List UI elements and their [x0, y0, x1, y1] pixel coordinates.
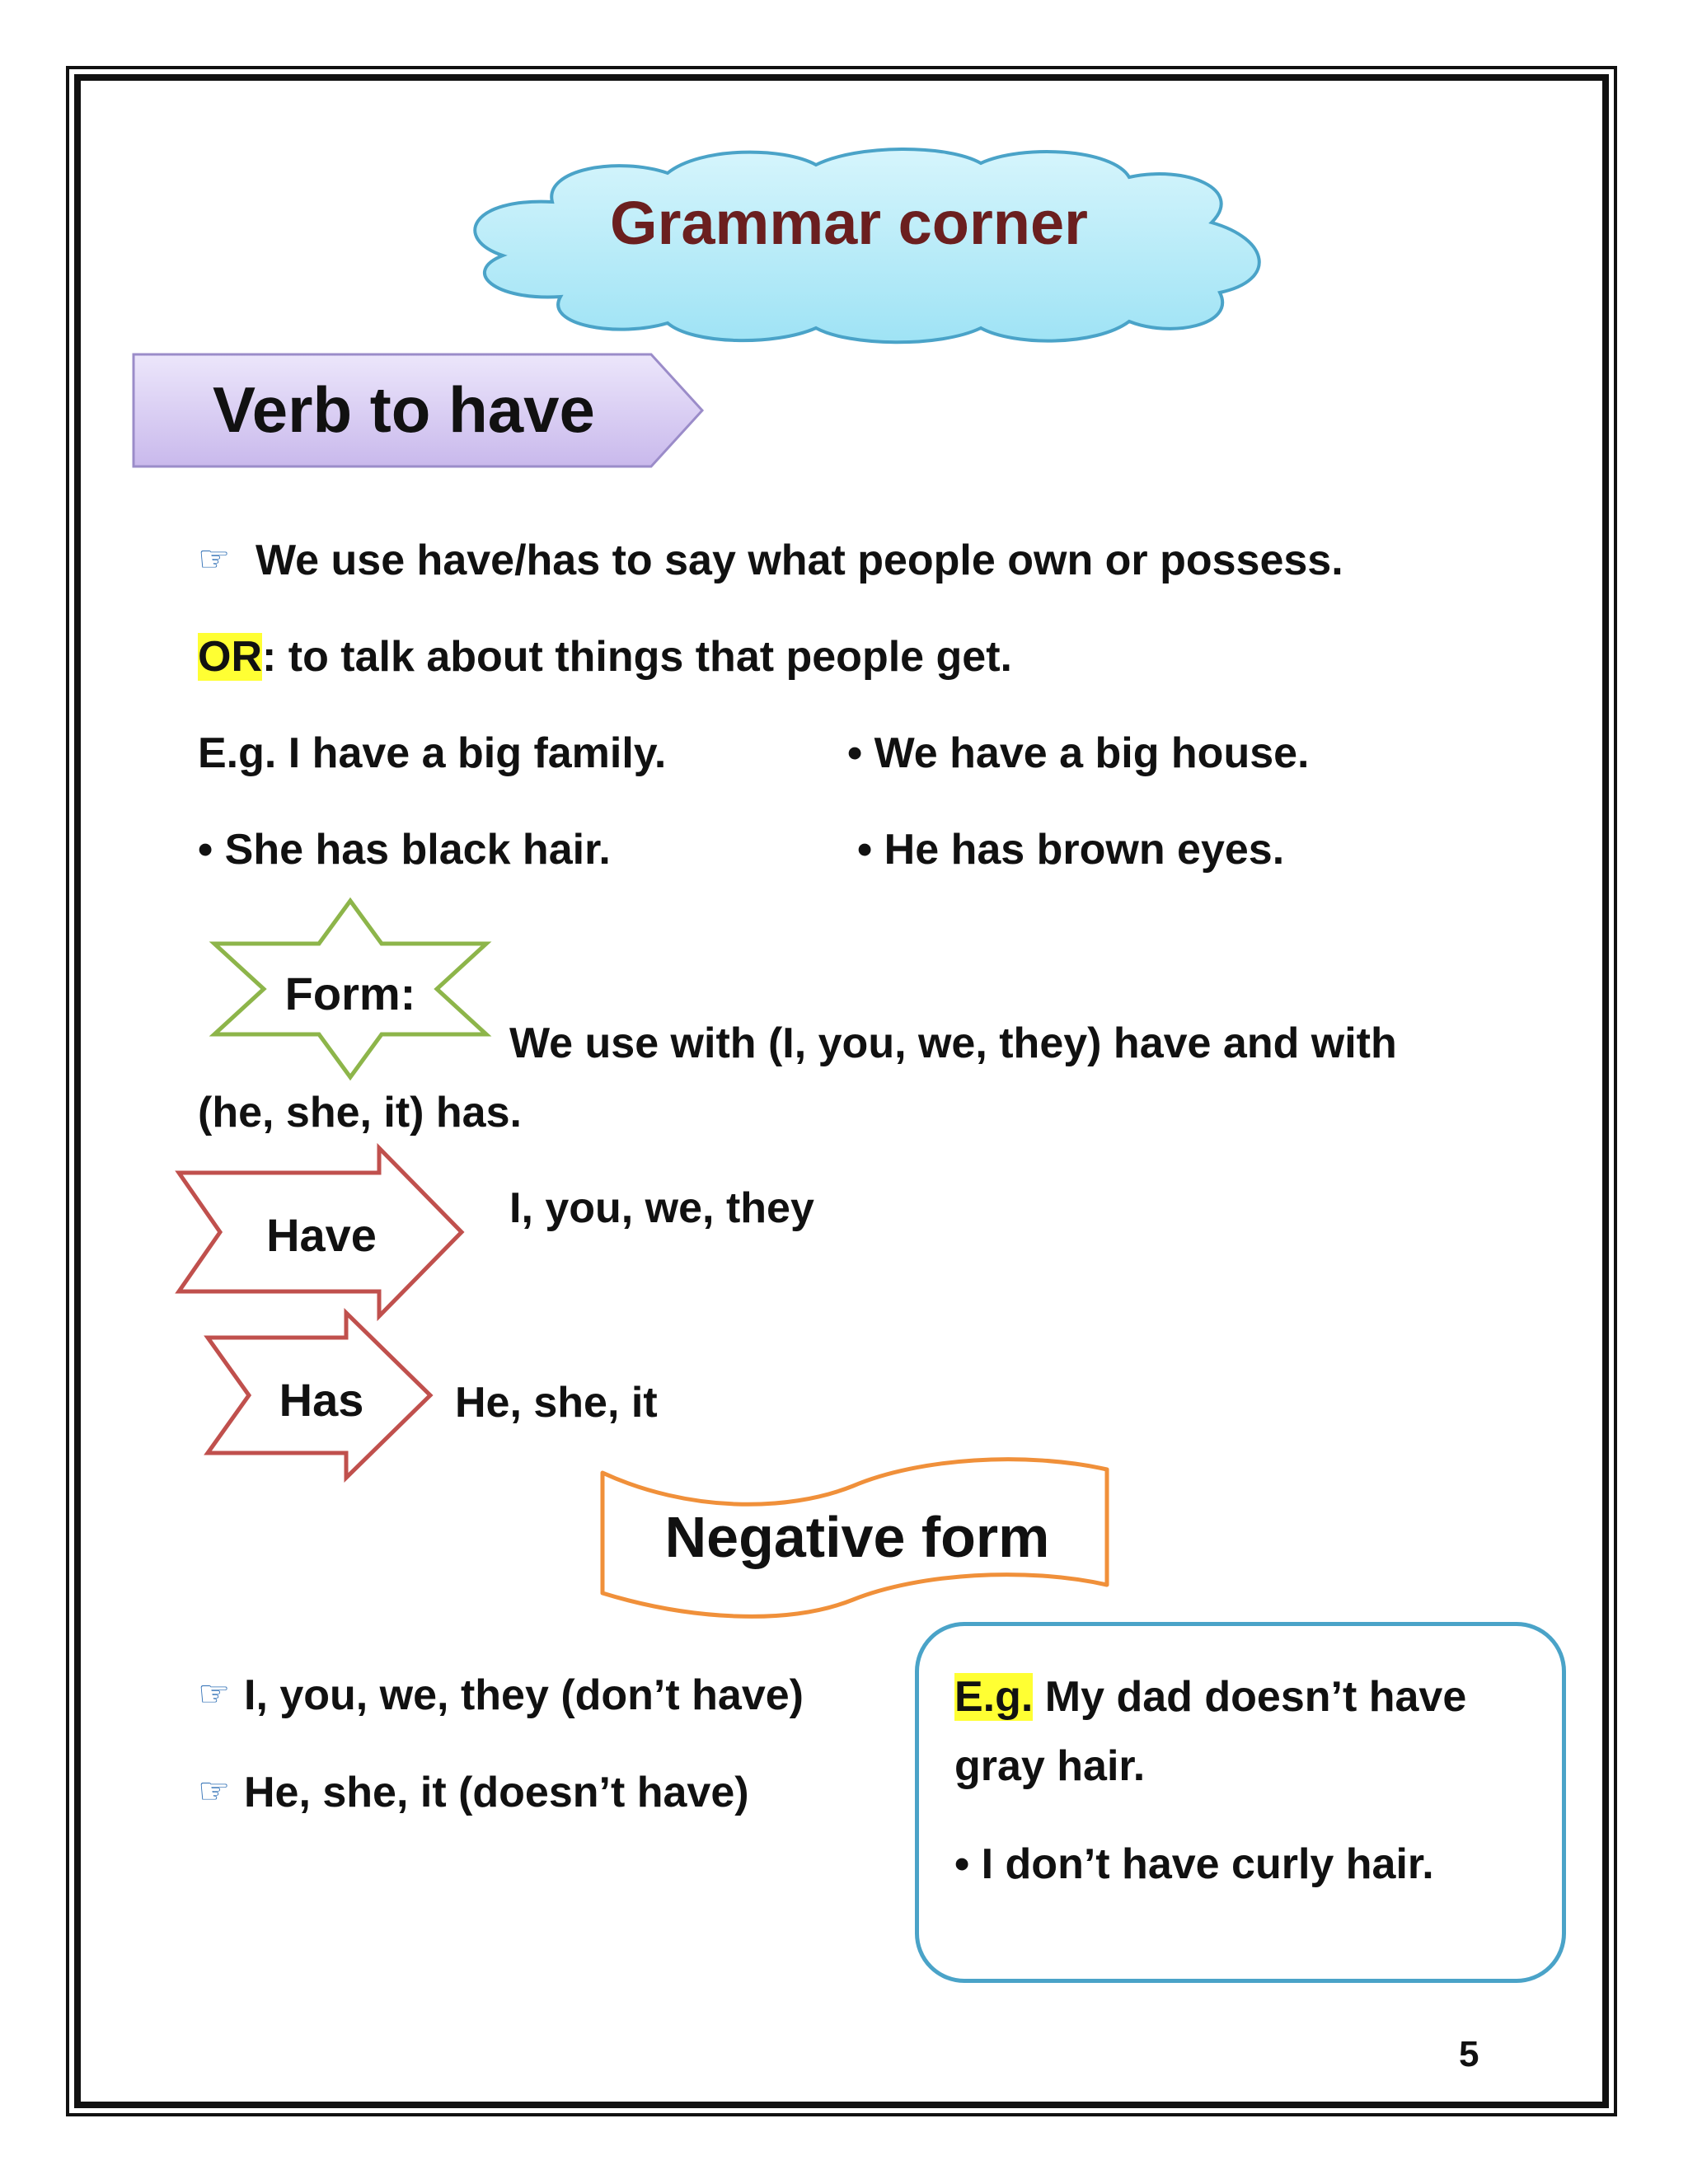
section-title: Verb to have [213, 373, 595, 446]
example-2: • We have a big house. [847, 729, 1310, 777]
usage-line-2-text: : to talk about things that people get. [262, 633, 1012, 681]
page-header-title: Grammar corner [610, 189, 1088, 257]
callout-line-2: gray hair. [954, 1742, 1146, 1790]
have-label: Have [266, 1209, 377, 1261]
example-3: • She has black hair. [198, 826, 611, 874]
form-text-line-1: We use with (I, you, we, they) have and with [509, 1019, 1397, 1067]
example-1: E.g. I have a big family. [198, 729, 667, 777]
usage-line-1: We use have/has to say what people own or possess. [256, 537, 1343, 584]
eg-highlight: E.g. [954, 1673, 1034, 1721]
negative-form-title: Negative form [664, 1505, 1050, 1569]
has-label: Has [279, 1374, 364, 1426]
form-label: Form: [284, 968, 416, 1019]
negative-line-1: I, you, we, they (don’t have) [244, 1671, 804, 1719]
pointing-hand-icon: ☞ [198, 1771, 231, 1811]
pointing-hand-icon: ☞ [198, 539, 231, 579]
negative-line-2: He, she, it (doesn’t have) [244, 1769, 749, 1816]
form-text-line-2: (he, she, it) has. [198, 1089, 522, 1137]
usage-line-2 [198, 632, 1012, 682]
callout-line-1-text: My dad doesn’t have [1033, 1673, 1467, 1721]
callout-line-3: • I don’t have curly hair. [954, 1840, 1434, 1888]
page-number: 5 [1459, 2034, 1479, 2074]
pointing-hand-icon: ☞ [198, 1674, 231, 1714]
callout-line-1 [954, 1672, 1466, 1722]
example-4: • He has brown eyes. [857, 826, 1285, 874]
or-highlight: OR [198, 633, 262, 681]
have-subjects: I, you, we, they [509, 1184, 814, 1232]
has-subjects: He, she, it [455, 1379, 658, 1427]
